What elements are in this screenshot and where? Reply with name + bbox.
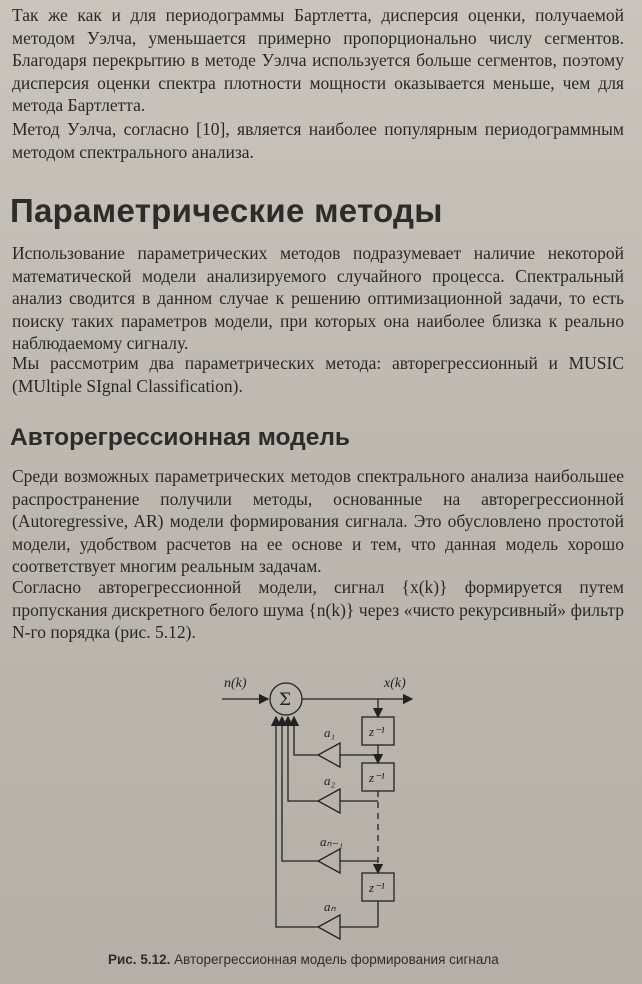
- ar-model-diagram: [220, 665, 420, 945]
- figure-caption: [108, 952, 499, 967]
- section-title: Параметрические методы: [10, 192, 443, 229]
- caption-text: Авторегрессионная модель формирования сигнала: [174, 952, 499, 967]
- gain-a2: [318, 789, 340, 813]
- paragraph-ar-popularity: Среди возможных параметрических методов спектрального анализа наибольшее распространение получили методы, основанные на авторегрессионной (Autoregressive, AR) модели формирования сигнала. Это обусловлено простотой модели, удобством расчетов на ее основе и тем, что данная модель хорошо соответствует многим реальным задачам.: [12, 466, 624, 576]
- paragraph-welch-variance: Так же как и для периодограммы Бартлетта, дисперсия оценки, получаемой методом Уэлча, уменьшается примерно пропорционально числу сегментов. Благодаря перекрытию в методе Уэлча используется больше сегментов, поэтому дисперсия оценки спектра плотности мощности оказывается меньше, чем для метода Бартлетта.: [12, 5, 624, 115]
- paragraph-two-methods: Мы рассмотрим два параметрических метода: авторегрессионный и MUSIC (MUltiple SIgnal Classification).: [12, 353, 624, 396]
- summation-symbol: Σ: [279, 690, 292, 710]
- output-label: x(k): [384, 676, 406, 691]
- delay-label-2: z⁻¹: [369, 770, 385, 785]
- paragraph-welch-popular: Метод Уэлча, согласно [10], является наиболее популярным периодограммным методом спектрального анализа.: [12, 119, 624, 162]
- coef-an-1-label: aₙ₋₁: [320, 834, 344, 849]
- caption-number: Рис. 5.12.: [108, 952, 171, 967]
- subsection-title: Авторегрессионная модель: [10, 424, 350, 451]
- coef-a1-label: a₁: [324, 725, 336, 740]
- gain-an: [318, 915, 340, 939]
- delay-label-1: z⁻¹: [369, 724, 385, 739]
- paragraph-parametric-intro: Использование параметрических методов подразумевает наличие некоторой математической модели анализируемого случайного процесса. Спектральный анализ сводится в данном случае к решению оптимизационной задачи, то есть поиску таких параметров модели, при которых она наиболее близка к реально наблюдаемому сигналу.: [12, 243, 624, 353]
- gain-a1: [318, 743, 340, 767]
- coef-a2-label: a₂: [324, 773, 336, 788]
- coef-an-label: aₙ: [324, 899, 336, 914]
- gain-an-1: [318, 849, 340, 873]
- input-label: n(k): [224, 676, 247, 691]
- delay-label-n: z⁻¹: [369, 880, 385, 895]
- paragraph-ar-model: Согласно авторегрессионной модели, сигнал {x(k)} формируется путем пропускания дискретного белого шума {n(k)} через «чисто рекурсивный» фильтр N-го порядка (рис. 5.12).: [12, 577, 624, 642]
